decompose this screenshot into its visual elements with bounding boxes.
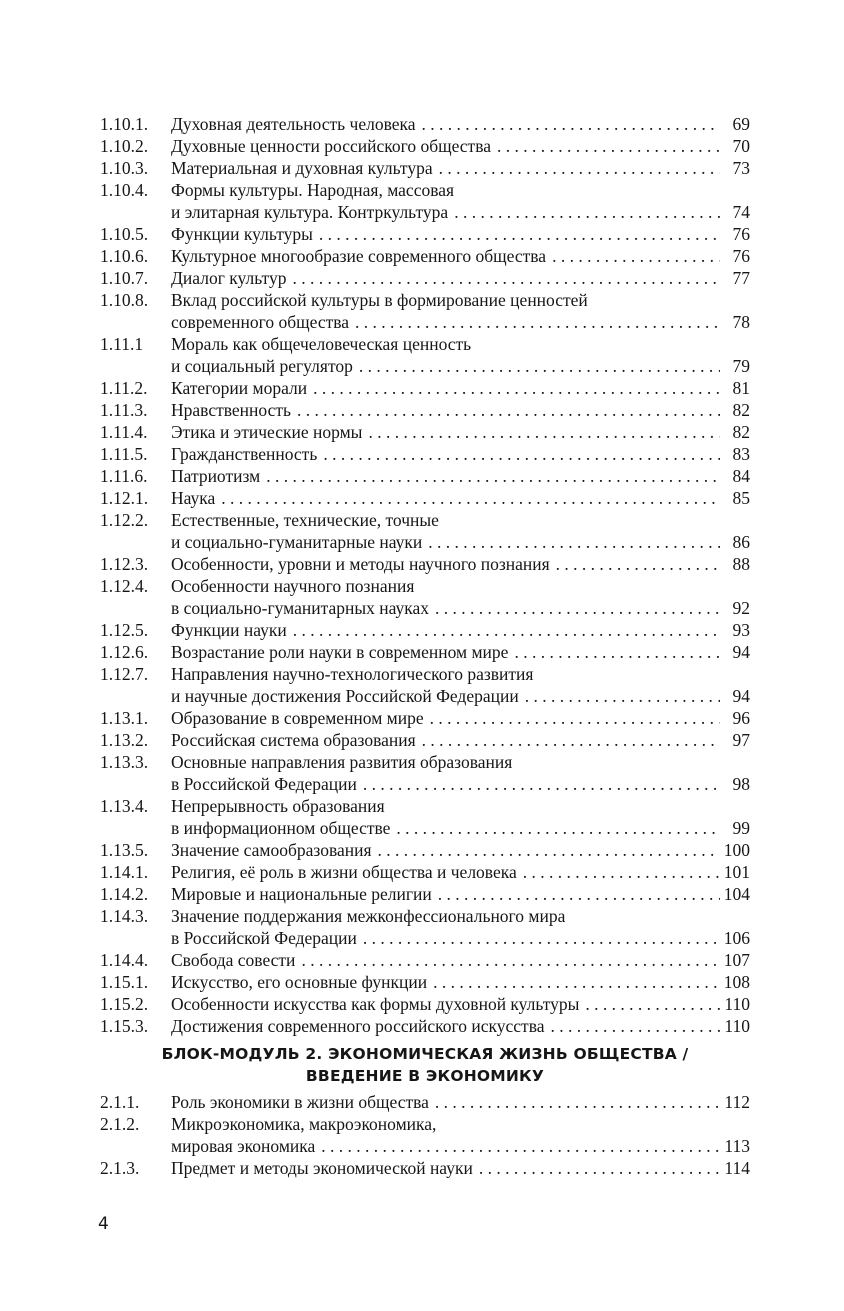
dot-leader <box>390 817 720 839</box>
toc-entry-line <box>100 685 750 707</box>
toc-entry-line <box>100 1015 750 1037</box>
dot-leader <box>215 487 720 509</box>
toc-entry-line <box>100 927 750 949</box>
toc-entry-page: 106 <box>723 928 750 948</box>
toc-entry-title: Российская система образования <box>171 730 416 750</box>
toc-entry-title: Роль экономики в жизни общества <box>171 1092 429 1112</box>
toc-entry <box>100 245 750 267</box>
table-of-contents <box>100 113 750 1037</box>
toc-entry <box>100 289 750 333</box>
toc-entry-page: 77 <box>732 268 750 288</box>
dot-leader <box>491 135 720 157</box>
toc-entry-number: 1.12.3. <box>100 554 149 574</box>
toc-entry-page: 100 <box>723 840 750 860</box>
dot-leader <box>416 729 720 751</box>
toc-entry-title: Предмет и методы экономической науки <box>171 1158 473 1178</box>
toc-entry-page: 83 <box>732 444 750 464</box>
toc-entry-line <box>100 223 750 245</box>
toc-entry-number: 1.12.6. <box>100 642 149 662</box>
dot-leader <box>317 443 720 465</box>
toc-entry-title: Гражданственность <box>171 444 318 464</box>
toc-entry <box>100 1113 750 1157</box>
toc-entry-title: Формы культуры. Народная, массовая <box>171 180 455 200</box>
toc-entry-number: 1.13.3. <box>100 752 149 772</box>
toc-entry-title: Функции культуры <box>171 224 313 244</box>
toc-entry-title: Направления научно-технологического развития <box>171 664 534 684</box>
toc-entry-number: 1.13.4. <box>100 796 149 816</box>
toc-entry <box>100 949 750 971</box>
toc-entry-page: 76 <box>732 224 750 244</box>
toc-entry-page: 88 <box>732 554 750 574</box>
toc-entry <box>100 135 750 157</box>
toc-entry-title: в Российской Федерации <box>171 774 357 794</box>
toc-entry-number: 1.12.7. <box>100 664 149 684</box>
toc-entry <box>100 905 750 949</box>
toc-entry-line <box>100 707 750 729</box>
toc-entry-number: 2.1.3. <box>100 1158 140 1178</box>
toc-entry-number: 1.11.6. <box>100 466 148 486</box>
toc-entry <box>100 465 750 487</box>
toc-entry <box>100 113 750 135</box>
toc-entry-page: 70 <box>732 136 750 156</box>
toc-entry-line <box>100 113 750 135</box>
toc-entry <box>100 861 750 883</box>
toc-entry-page: 93 <box>732 620 750 640</box>
toc-entry-title: Диалог культур <box>171 268 287 288</box>
toc-entry-title: в информационном обществе <box>171 818 391 838</box>
toc-entry-line <box>100 531 750 553</box>
dot-leader <box>424 707 720 729</box>
toc-entry <box>100 1157 750 1179</box>
toc-entry <box>100 553 750 575</box>
dot-leader <box>448 201 720 223</box>
toc-entry-line <box>100 817 750 839</box>
toc-entry-line <box>100 619 750 641</box>
dot-leader <box>429 597 720 619</box>
toc-entry-page: 79 <box>732 356 750 376</box>
toc-entry-number: 1.10.3. <box>100 158 149 178</box>
toc-entry-number: 1.15.3. <box>100 1016 149 1036</box>
toc-entry-title: Духовная деятельность человека <box>171 114 416 134</box>
toc-entry <box>100 707 750 729</box>
dot-leader <box>286 267 720 289</box>
toc-entry-line <box>100 377 750 399</box>
toc-entry-title: Значение самообразования <box>171 840 372 860</box>
toc-entry-line <box>100 993 750 1015</box>
toc-entry-number: 1.14.1. <box>100 862 149 882</box>
toc-entry-number: 1.10.8. <box>100 290 149 310</box>
toc-entry-page: 76 <box>732 246 750 266</box>
toc-entry-title: Культурное многообразие современного общества <box>171 246 547 266</box>
toc-entry-line <box>100 289 750 311</box>
toc-entry-title: Особенности научного познания <box>171 576 415 596</box>
toc-entry-line <box>100 575 750 597</box>
toc-entry <box>100 333 750 377</box>
toc-entry-number: 1.13.5. <box>100 840 149 860</box>
toc-entry-title: и социально-гуманитарные науки <box>171 532 423 552</box>
dot-leader <box>416 113 721 135</box>
toc-entry-page: 101 <box>723 862 750 882</box>
toc-entry <box>100 993 750 1015</box>
toc-entry-line <box>100 729 750 751</box>
dot-leader <box>287 619 720 641</box>
dot-leader <box>550 553 720 575</box>
dot-leader <box>357 773 720 795</box>
toc-entry-page: 96 <box>732 708 750 728</box>
dot-leader <box>260 465 720 487</box>
toc-entry-title: Религия, её роль в жизни общества и человека <box>171 862 517 882</box>
dot-leader <box>546 245 720 267</box>
toc-entry-line <box>100 1135 750 1157</box>
toc-entry-line <box>100 355 750 377</box>
toc-entry-line <box>100 157 750 179</box>
toc-entry-page: 94 <box>732 686 750 706</box>
toc-entry-number: 1.12.5. <box>100 620 149 640</box>
toc-entry-line <box>100 1113 750 1135</box>
dot-leader <box>362 421 720 443</box>
toc-entry <box>100 443 750 465</box>
toc-entry-title: Свобода совести <box>171 950 296 970</box>
toc-entry-number: 1.10.5. <box>100 224 149 244</box>
toc-entry-title: Искусство, его основные функции <box>171 972 428 992</box>
dot-leader <box>372 839 720 861</box>
toc-entry-title: Значение поддержания межконфессионального мира <box>171 906 566 926</box>
toc-entry-line <box>100 795 750 817</box>
table-of-contents-block-2 <box>100 1091 750 1179</box>
toc-entry-page: 110 <box>724 994 750 1014</box>
toc-entry-page: 110 <box>724 1016 750 1036</box>
dot-leader <box>295 949 720 971</box>
toc-entry-line <box>100 597 750 619</box>
toc-entry <box>100 971 750 993</box>
toc-entry-page: 113 <box>724 1136 750 1156</box>
toc-entry-page: 114 <box>724 1158 750 1178</box>
toc-entry-title: Нравственность <box>171 400 291 420</box>
toc-entry-title: Этика и этические нормы <box>171 422 363 442</box>
toc-entry-page: 104 <box>723 884 750 904</box>
toc-entry-page: 107 <box>723 950 750 970</box>
toc-entry-title: Материальная и духовная культура <box>171 158 433 178</box>
block-heading-line-2: ВВЕДЕНИЕ В ЭКОНОМИКУ <box>305 1067 545 1085</box>
toc-entry-title: Функции науки <box>171 620 287 640</box>
toc-entry-page: 74 <box>732 202 750 222</box>
toc-entry-page: 78 <box>732 312 750 332</box>
toc-entry-line <box>100 267 750 289</box>
toc-entry <box>100 377 750 399</box>
toc-entry-page: 82 <box>732 422 750 442</box>
toc-entry <box>100 663 750 707</box>
toc-entry <box>100 267 750 289</box>
toc-entry <box>100 509 750 553</box>
dot-leader <box>579 993 720 1015</box>
toc-entry-number: 1.14.3. <box>100 906 149 926</box>
dot-leader <box>508 641 720 663</box>
toc-entry-page: 85 <box>732 488 750 508</box>
toc-entry-line <box>100 465 750 487</box>
toc-entry <box>100 751 750 795</box>
toc-entry-number: 1.10.2. <box>100 136 149 156</box>
toc-entry-page: 108 <box>723 972 750 992</box>
block-module-2-heading <box>100 1043 750 1087</box>
toc-entry-title: мировая экономика <box>171 1136 316 1156</box>
toc-entry-page: 69 <box>732 114 750 134</box>
toc-entry-title: Патриотизм <box>171 466 261 486</box>
toc-entry-title: в социально-гуманитарных науках <box>171 598 429 618</box>
toc-entry-number: 1.13.1. <box>100 708 149 728</box>
toc-entry-number: 1.14.2. <box>100 884 149 904</box>
toc-entry-number: 1.11.5. <box>100 444 148 464</box>
toc-entry-page: 82 <box>732 400 750 420</box>
toc-entry-page: 99 <box>732 818 750 838</box>
toc-entry-page: 86 <box>732 532 750 552</box>
toc-entry-line <box>100 751 750 773</box>
toc-entry-page: 81 <box>732 378 750 398</box>
toc-entry-title: и социальный регулятор <box>171 356 353 376</box>
toc-entry <box>100 487 750 509</box>
toc-entry-title: Образование в современном мире <box>171 708 424 728</box>
toc-entry-title: Вклад российской культуры в формирование ценностей <box>171 290 588 310</box>
toc-entry-line <box>100 641 750 663</box>
toc-entry-title: и элитарная культура. Контркультура <box>171 202 449 222</box>
dot-leader <box>433 157 720 179</box>
toc-entry-number: 2.1.1. <box>100 1092 140 1112</box>
toc-entry-number: 1.15.2. <box>100 994 149 1014</box>
toc-entry-line <box>100 971 750 993</box>
toc-entry-page: 92 <box>732 598 750 618</box>
toc-entry-number: 1.12.4. <box>100 576 149 596</box>
block-heading-line-1: БЛОК-МОДУЛЬ 2. ЭКОНОМИЧЕСКАЯ ЖИЗНЬ ОБЩЕСТВА / <box>161 1045 689 1063</box>
toc-entry-page: 94 <box>732 642 750 662</box>
toc-entry-line <box>100 333 750 355</box>
dot-leader <box>315 1135 720 1157</box>
toc-entry-line <box>100 443 750 465</box>
toc-entry-line <box>100 245 750 267</box>
toc-entry-title: и научные достижения Российской Федерации <box>171 686 519 706</box>
toc-entry-title: Особенности искусства как формы духовной культуры <box>171 994 580 1014</box>
dot-leader <box>427 971 720 993</box>
toc-entry-title: Естественные, технические, точные <box>171 510 439 530</box>
toc-entry-number: 1.11.4. <box>100 422 148 442</box>
toc-entry <box>100 421 750 443</box>
toc-entry-number: 1.15.1. <box>100 972 149 992</box>
toc-entry <box>100 619 750 641</box>
toc-entry-line <box>100 663 750 685</box>
toc-entry <box>100 883 750 905</box>
toc-entry-line <box>100 883 750 905</box>
dot-leader <box>349 311 720 333</box>
toc-entry-page: 73 <box>732 158 750 178</box>
toc-entry-title: Мировые и национальные религии <box>171 884 432 904</box>
toc-entry-line <box>100 1157 750 1179</box>
dot-leader <box>432 883 720 905</box>
toc-entry-line <box>100 905 750 927</box>
toc-entry-title: Достижения современного российского искусства <box>171 1016 545 1036</box>
toc-entry <box>100 575 750 619</box>
toc-entry-number: 1.10.1. <box>100 114 149 134</box>
toc-entry-title: Категории морали <box>171 378 308 398</box>
toc-entry-line <box>100 839 750 861</box>
toc-entry-title: Непрерывность образования <box>171 796 385 816</box>
toc-entry-page: 97 <box>732 730 750 750</box>
toc-entry <box>100 157 750 179</box>
toc-entry-title: современного общества <box>171 312 350 332</box>
toc-entry-title: Возрастание роли науки в современном мире <box>171 642 509 662</box>
toc-entry-line <box>100 311 750 333</box>
page-number-footer: 4 <box>98 1214 109 1234</box>
toc-entry-number: 1.10.7. <box>100 268 149 288</box>
toc-entry <box>100 795 750 839</box>
toc-entry-line <box>100 861 750 883</box>
toc-entry-page: 98 <box>732 774 750 794</box>
toc-entry-line <box>100 487 750 509</box>
toc-entry-line <box>100 399 750 421</box>
toc-entry-line <box>100 773 750 795</box>
dot-leader <box>473 1157 720 1179</box>
toc-entry-line <box>100 135 750 157</box>
toc-entry-line <box>100 179 750 201</box>
toc-entry-number: 1.12.2. <box>100 510 149 530</box>
toc-entry-line <box>100 1091 750 1113</box>
toc-entry-number: 1.12.1. <box>100 488 149 508</box>
toc-entry-title: Основные направления развития образования <box>171 752 513 772</box>
toc-entry-title: Наука <box>171 488 216 508</box>
dot-leader <box>545 1015 721 1037</box>
toc-entry-line <box>100 509 750 531</box>
toc-entry <box>100 729 750 751</box>
toc-entry-number: 1.11.3. <box>100 400 148 420</box>
toc-entry-number: 1.10.4. <box>100 180 149 200</box>
toc-entry <box>100 223 750 245</box>
dot-leader <box>357 927 720 949</box>
dot-leader <box>353 355 720 377</box>
toc-entry-title: Духовные ценности российского общества <box>171 136 491 156</box>
toc-entry <box>100 641 750 663</box>
toc-entry-line <box>100 201 750 223</box>
dot-leader <box>429 1091 720 1113</box>
toc-entry-number: 1.10.6. <box>100 246 149 266</box>
toc-entry-page: 84 <box>732 466 750 486</box>
toc-entry-line <box>100 553 750 575</box>
toc-entry-number: 1.14.4. <box>100 950 149 970</box>
toc-entry-number: 1.13.2. <box>100 730 149 750</box>
dot-leader <box>307 377 720 399</box>
dot-leader <box>313 223 720 245</box>
toc-entry-number: 1.11.2. <box>100 378 148 398</box>
toc-entry-number: 1.11.1 <box>100 334 144 354</box>
toc-entry-title: Микроэкономика, макроэкономика, <box>171 1114 437 1134</box>
toc-entry-line <box>100 421 750 443</box>
toc-entry-title: в Российской Федерации <box>171 928 357 948</box>
dot-leader <box>517 861 720 883</box>
toc-entry-number: 2.1.2. <box>100 1114 140 1134</box>
toc-entry-title: Особенности, уровни и методы научного познания <box>171 554 550 574</box>
toc-entry <box>100 839 750 861</box>
toc-entry-page: 112 <box>724 1092 750 1112</box>
toc-entry <box>100 1091 750 1113</box>
dot-leader <box>519 685 720 707</box>
dot-leader <box>291 399 720 421</box>
toc-entry <box>100 399 750 421</box>
toc-entry <box>100 179 750 223</box>
toc-entry-title: Мораль как общечеловеческая ценность <box>171 334 472 354</box>
toc-entry-line <box>100 949 750 971</box>
toc-entry <box>100 1015 750 1037</box>
dot-leader <box>422 531 720 553</box>
